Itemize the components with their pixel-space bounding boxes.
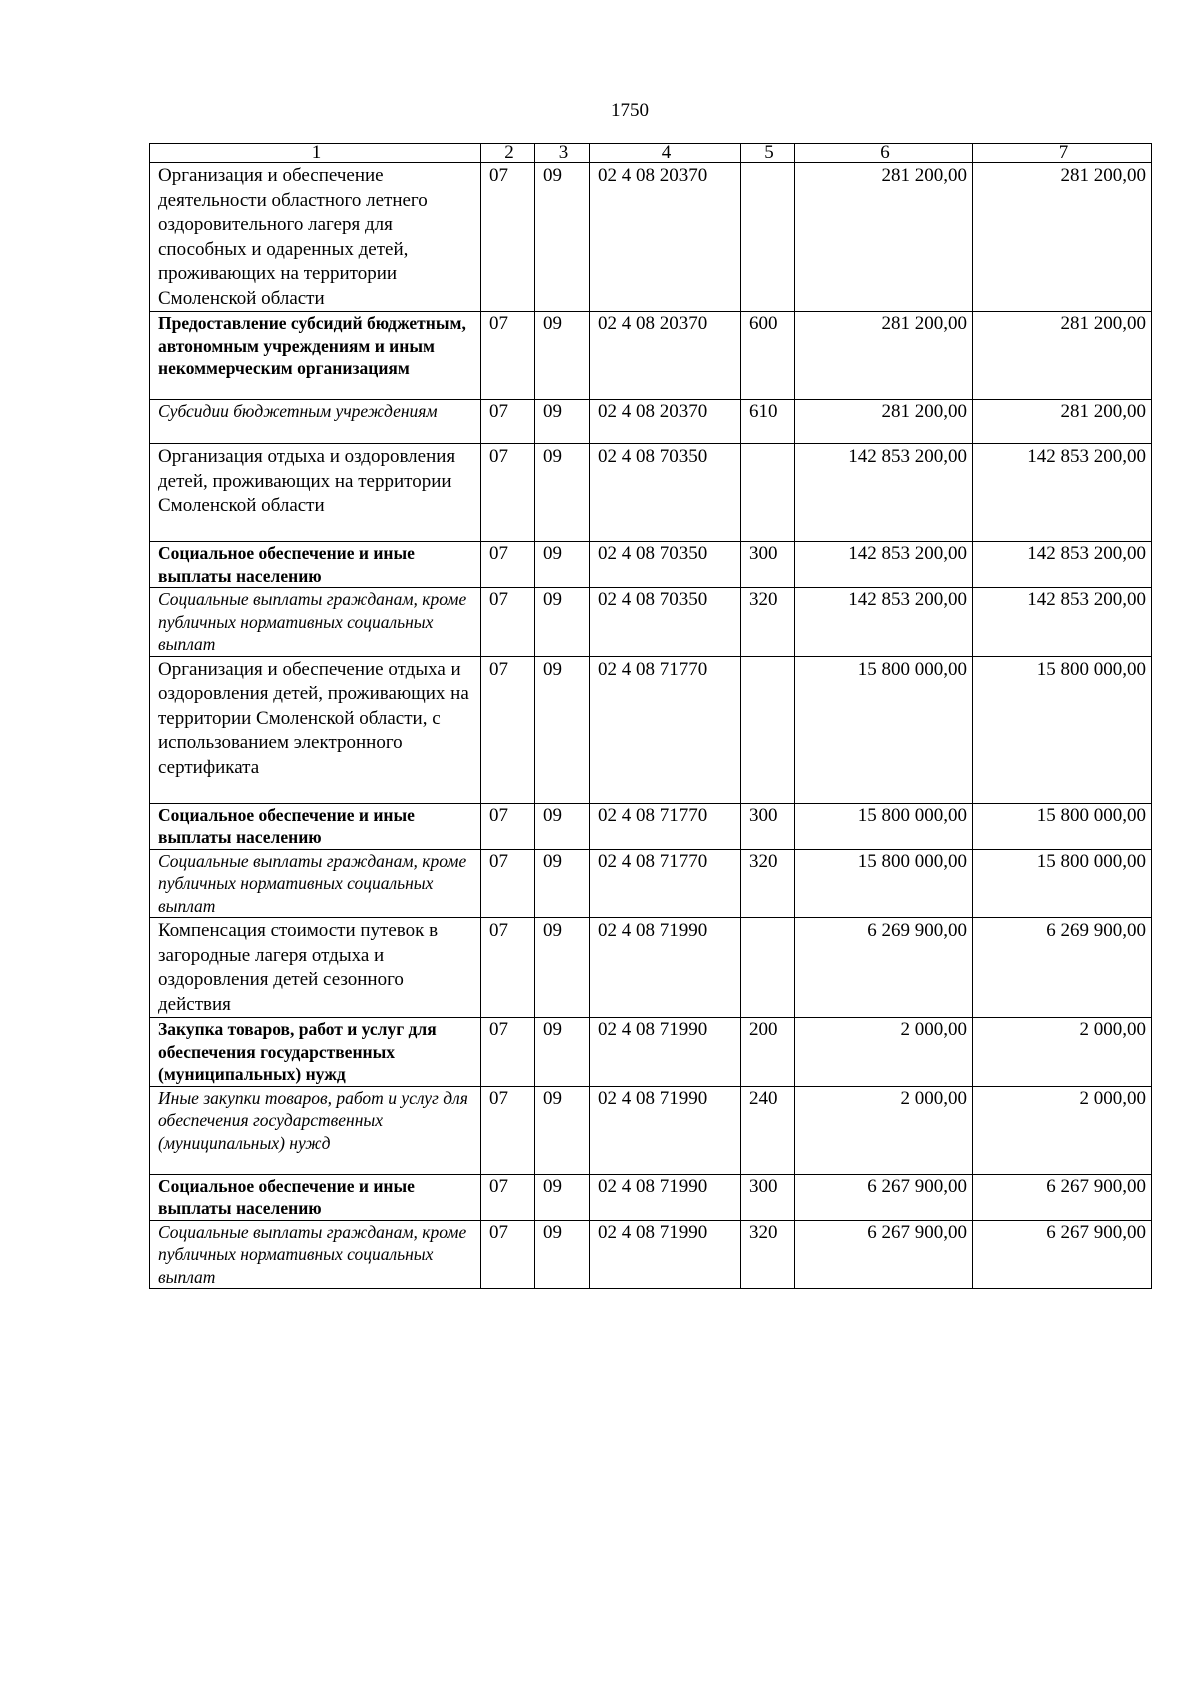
table-row xyxy=(150,1018,1152,1087)
target-article-cell: 02 4 08 20370 xyxy=(590,163,741,312)
row-name-cell: Закупка товаров, работ и услуг для обеспечения государственных (муниципальных) нужд xyxy=(150,1018,481,1087)
expense-type-cell: 610 xyxy=(741,400,795,444)
table-row xyxy=(150,1086,1152,1174)
amount-cell: 15 800 000,00 xyxy=(973,849,1152,918)
section-code-cell: 07 xyxy=(481,312,535,400)
subsection-code-cell: 09 xyxy=(535,444,590,542)
column-header: 2 xyxy=(481,144,535,163)
subsection-code-cell: 09 xyxy=(535,1174,590,1220)
target-article-cell: 02 4 08 71770 xyxy=(590,656,741,803)
amount-cell: 15 800 000,00 xyxy=(795,849,973,918)
column-header: 3 xyxy=(535,144,590,163)
target-article-cell: 02 4 08 71990 xyxy=(590,1086,741,1174)
section-code-cell: 07 xyxy=(481,656,535,803)
row-name-cell: Социальные выплаты гражданам, кроме публичных нормативных социальных выплат xyxy=(150,849,481,918)
column-header: 1 xyxy=(150,144,481,163)
amount-cell: 142 853 200,00 xyxy=(795,588,973,657)
expense-type-cell xyxy=(741,918,795,1018)
column-header: 6 xyxy=(795,144,973,163)
subsection-code-cell: 09 xyxy=(535,163,590,312)
subsection-code-cell: 09 xyxy=(535,312,590,400)
table-row xyxy=(150,312,1152,400)
amount-cell: 6 267 900,00 xyxy=(973,1174,1152,1220)
section-code-cell: 07 xyxy=(481,444,535,542)
row-name-cell: Организация и обеспечение отдыха и оздоровления детей, проживающих на территории Смоленской области, с использованием электронного сертификата xyxy=(150,656,481,803)
amount-cell: 142 853 200,00 xyxy=(973,542,1152,588)
row-name-cell: Организация и обеспечение деятельности областного летнего оздоровительного лагеря для способных и одаренных детей, проживающих на территории Смоленской области xyxy=(150,163,481,312)
subsection-code-cell: 09 xyxy=(535,542,590,588)
amount-cell: 142 853 200,00 xyxy=(973,444,1152,542)
expense-type-cell: 320 xyxy=(741,588,795,657)
target-article-cell: 02 4 08 71990 xyxy=(590,1174,741,1220)
subsection-code-cell: 09 xyxy=(535,1018,590,1087)
amount-cell: 15 800 000,00 xyxy=(973,656,1152,803)
row-name-cell: Предоставление субсидий бюджетным, автономным учреждениям и иным некоммерческим организациям xyxy=(150,312,481,400)
amount-cell: 2 000,00 xyxy=(973,1086,1152,1174)
budget-table xyxy=(149,143,1152,1289)
subsection-code-cell: 09 xyxy=(535,918,590,1018)
expense-type-cell: 300 xyxy=(741,542,795,588)
page-number: 1750 xyxy=(611,100,649,121)
row-name-cell: Социальные выплаты гражданам, кроме публичных нормативных социальных выплат xyxy=(150,1220,481,1289)
expense-type-cell: 240 xyxy=(741,1086,795,1174)
expense-type-cell: 300 xyxy=(741,803,795,849)
amount-cell: 281 200,00 xyxy=(973,163,1152,312)
amount-cell: 2 000,00 xyxy=(795,1086,973,1174)
row-name-cell: Компенсация стоимости путевок в загородные лагеря отдыха и оздоровления детей сезонного действия xyxy=(150,918,481,1018)
table-row xyxy=(150,1174,1152,1220)
expense-type-cell xyxy=(741,656,795,803)
section-code-cell: 07 xyxy=(481,803,535,849)
table-row xyxy=(150,656,1152,803)
amount-cell: 281 200,00 xyxy=(795,312,973,400)
table-row xyxy=(150,918,1152,1018)
column-header: 7 xyxy=(973,144,1152,163)
table-row xyxy=(150,163,1152,312)
amount-cell: 15 800 000,00 xyxy=(795,803,973,849)
subsection-code-cell: 09 xyxy=(535,803,590,849)
amount-cell: 281 200,00 xyxy=(973,312,1152,400)
target-article-cell: 02 4 08 71990 xyxy=(590,918,741,1018)
section-code-cell: 07 xyxy=(481,400,535,444)
amount-cell: 142 853 200,00 xyxy=(795,444,973,542)
target-article-cell: 02 4 08 70350 xyxy=(590,542,741,588)
section-code-cell: 07 xyxy=(481,1174,535,1220)
target-article-cell: 02 4 08 71770 xyxy=(590,803,741,849)
target-article-cell: 02 4 08 70350 xyxy=(590,444,741,542)
target-article-cell: 02 4 08 71770 xyxy=(590,849,741,918)
amount-cell: 142 853 200,00 xyxy=(973,588,1152,657)
row-name-cell: Иные закупки товаров, работ и услуг для обеспечения государственных (муниципальных) нужд xyxy=(150,1086,481,1174)
section-code-cell: 07 xyxy=(481,542,535,588)
target-article-cell: 02 4 08 20370 xyxy=(590,312,741,400)
amount-cell: 6 267 900,00 xyxy=(795,1174,973,1220)
table-row xyxy=(150,1220,1152,1289)
expense-type-cell: 300 xyxy=(741,1174,795,1220)
amount-cell: 142 853 200,00 xyxy=(795,542,973,588)
amount-cell: 2 000,00 xyxy=(795,1018,973,1087)
column-header: 5 xyxy=(741,144,795,163)
target-article-cell: 02 4 08 71990 xyxy=(590,1018,741,1087)
expense-type-cell: 200 xyxy=(741,1018,795,1087)
section-code-cell: 07 xyxy=(481,1086,535,1174)
target-article-cell: 02 4 08 20370 xyxy=(590,400,741,444)
row-name-cell: Субсидии бюджетным учреждениям xyxy=(150,400,481,444)
section-code-cell: 07 xyxy=(481,1220,535,1289)
row-name-cell: Социальное обеспечение и иные выплаты населению xyxy=(150,1174,481,1220)
expense-type-cell xyxy=(741,163,795,312)
table-row xyxy=(150,803,1152,849)
table-row xyxy=(150,444,1152,542)
expense-type-cell: 600 xyxy=(741,312,795,400)
row-name-cell: Социальное обеспечение и иные выплаты населению xyxy=(150,542,481,588)
subsection-code-cell: 09 xyxy=(535,656,590,803)
amount-cell: 6 269 900,00 xyxy=(795,918,973,1018)
amount-cell: 281 200,00 xyxy=(795,400,973,444)
row-name-cell: Социальное обеспечение и иные выплаты населению xyxy=(150,803,481,849)
subsection-code-cell: 09 xyxy=(535,1220,590,1289)
amount-cell: 2 000,00 xyxy=(973,1018,1152,1087)
subsection-code-cell: 09 xyxy=(535,1086,590,1174)
subsection-code-cell: 09 xyxy=(535,588,590,657)
section-code-cell: 07 xyxy=(481,918,535,1018)
section-code-cell: 07 xyxy=(481,1018,535,1087)
table-row xyxy=(150,588,1152,657)
target-article-cell: 02 4 08 71990 xyxy=(590,1220,741,1289)
amount-cell: 281 200,00 xyxy=(973,400,1152,444)
amount-cell: 6 267 900,00 xyxy=(795,1220,973,1289)
amount-cell: 6 269 900,00 xyxy=(973,918,1152,1018)
amount-cell: 281 200,00 xyxy=(795,163,973,312)
table-row xyxy=(150,849,1152,918)
expense-type-cell: 320 xyxy=(741,849,795,918)
amount-cell: 6 267 900,00 xyxy=(973,1220,1152,1289)
section-code-cell: 07 xyxy=(481,588,535,657)
subsection-code-cell: 09 xyxy=(535,849,590,918)
table-row xyxy=(150,400,1152,444)
header-row xyxy=(150,144,1152,163)
row-name-cell: Организация отдыха и оздоровления детей, проживающих на территории Смоленской области xyxy=(150,444,481,542)
expense-type-cell xyxy=(741,444,795,542)
section-code-cell: 07 xyxy=(481,163,535,312)
row-name-cell: Социальные выплаты гражданам, кроме публичных нормативных социальных выплат xyxy=(150,588,481,657)
amount-cell: 15 800 000,00 xyxy=(795,656,973,803)
column-header: 4 xyxy=(590,144,741,163)
expense-type-cell: 320 xyxy=(741,1220,795,1289)
target-article-cell: 02 4 08 70350 xyxy=(590,588,741,657)
amount-cell: 15 800 000,00 xyxy=(973,803,1152,849)
table-row xyxy=(150,542,1152,588)
subsection-code-cell: 09 xyxy=(535,400,590,444)
section-code-cell: 07 xyxy=(481,849,535,918)
